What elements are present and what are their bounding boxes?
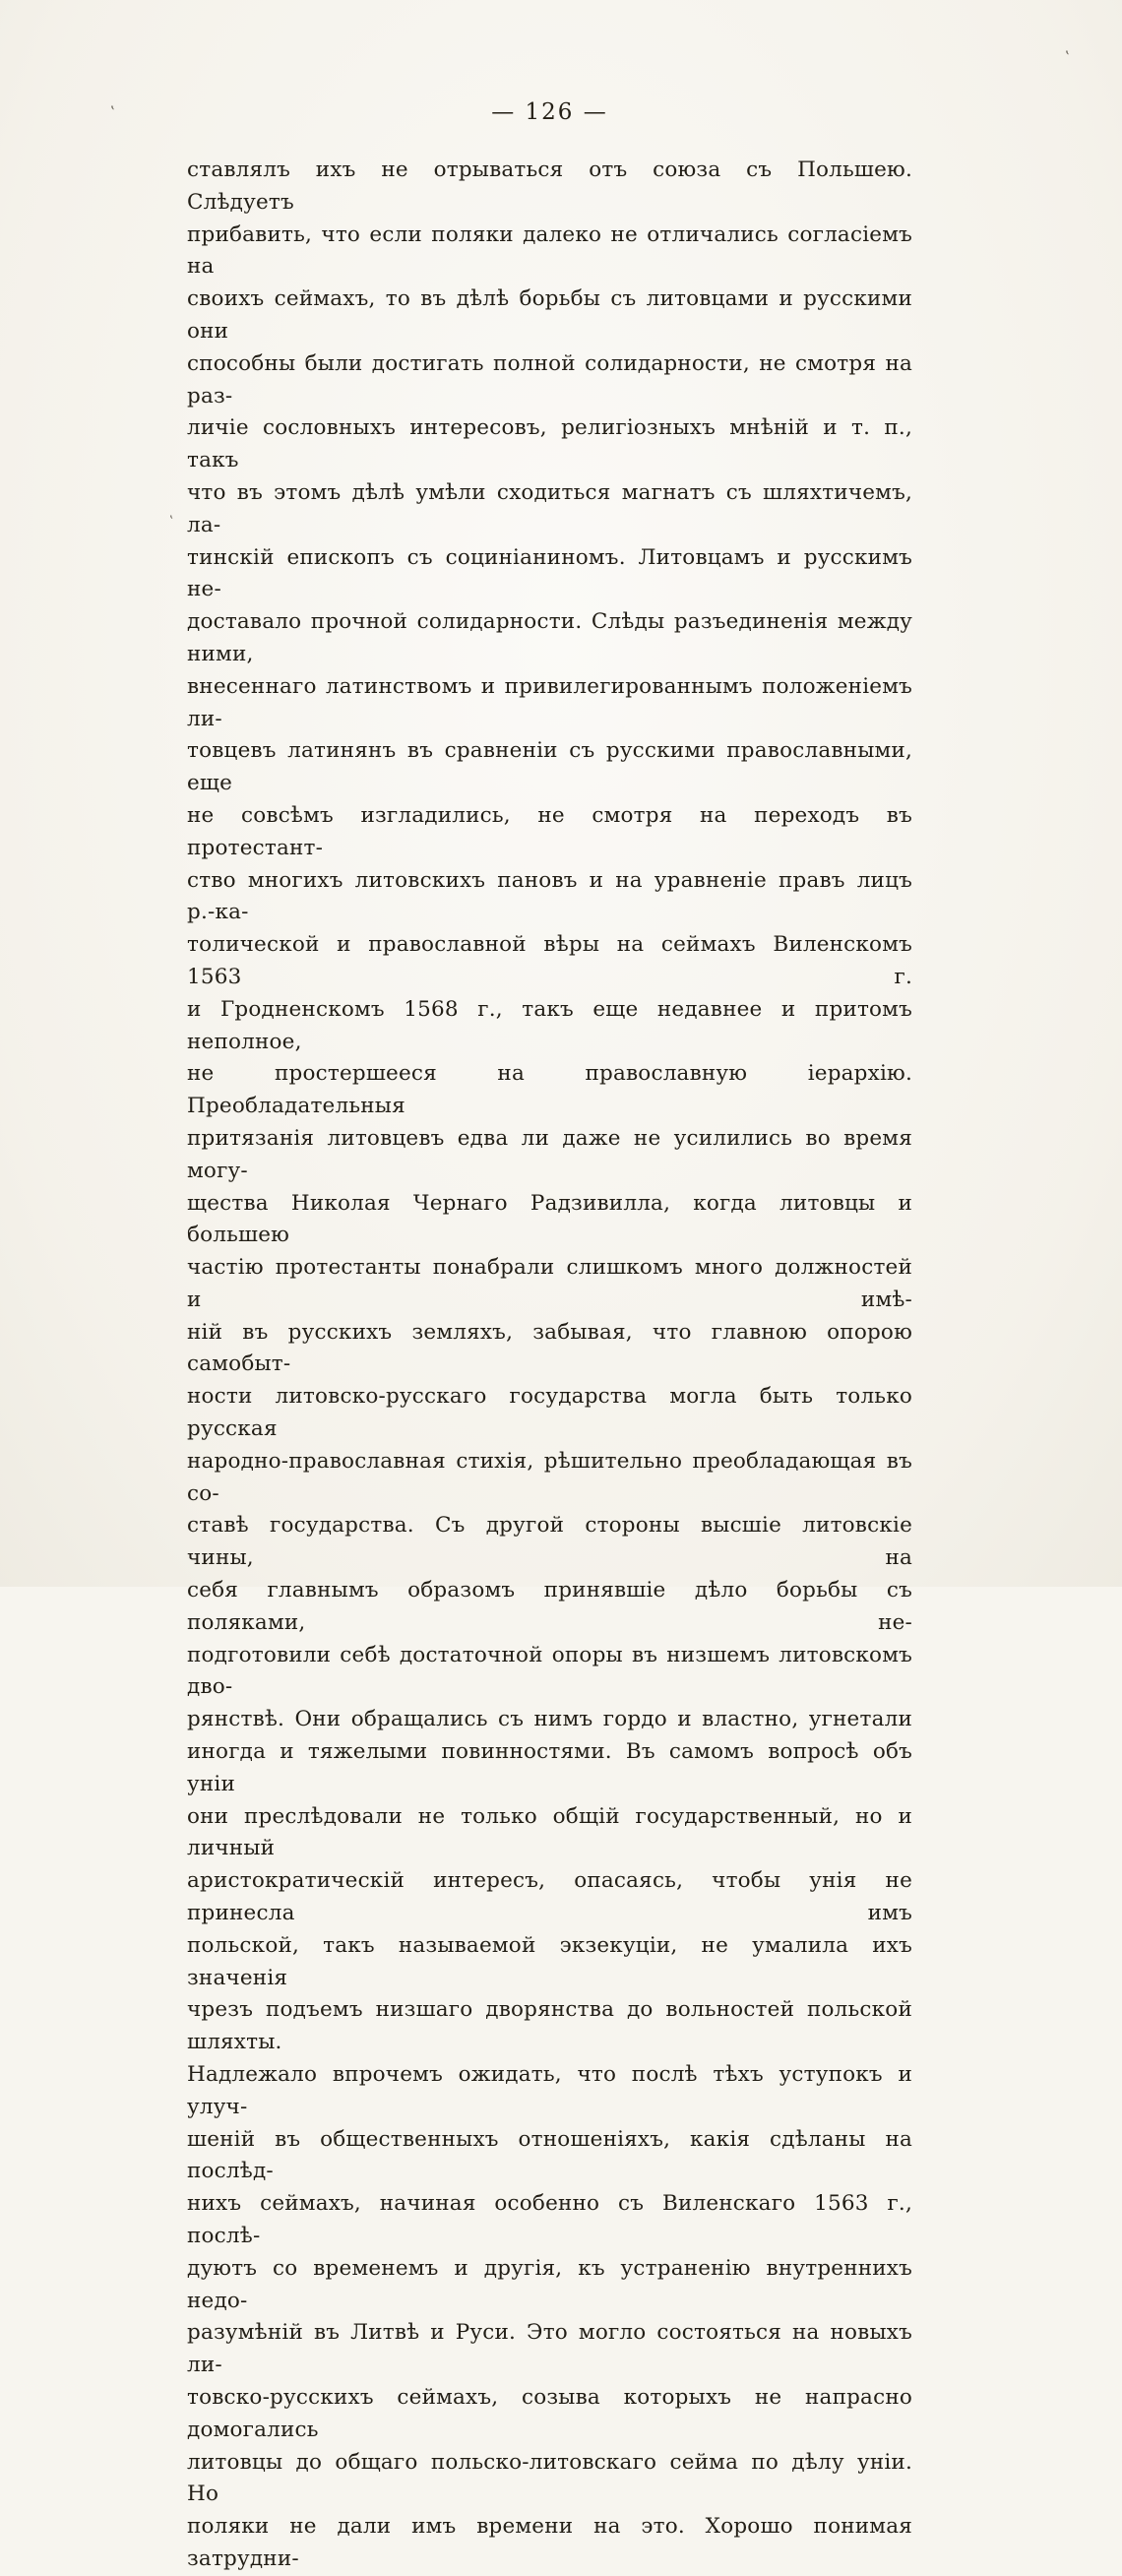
text-line: ставѣ государства. Съ другой стороны высшіе литовскіе чины, на	[187, 1513, 912, 1571]
text-line: товско-русскихъ сеймахъ, созыва которыхъ не напрасно домогались	[187, 2384, 912, 2442]
text-line: ство многихъ литовскихъ пановъ и на уравненіе правъ лицъ р.-ка-	[187, 867, 912, 925]
text-line: ставлялъ ихъ не отрываться отъ союза съ Польшею. Слѣдуетъ	[187, 157, 912, 215]
text-line: и Гродненскомъ 1568 г., такъ еще недавнее и притомъ неполное,	[187, 996, 912, 1054]
text-line: иногда и тяжелыми повинностями. Въ самомъ вопросѣ объ уніи	[187, 1739, 912, 1796]
text-line: щества Николая Чернаго Радзивилла, когда литовцы и большею	[187, 1190, 912, 1248]
text-line: внесеннаго латинствомъ и привилегированнымъ положеніемъ ли-	[187, 673, 912, 731]
text-line: ности литовско-русскаго государства могла быть только русская	[187, 1384, 912, 1442]
text-line: подготовили себѣ достаточной опоры въ низшемъ литовскомъ дво-	[187, 1642, 912, 1700]
scan-artifact: ‛	[1065, 47, 1071, 66]
text-line: Надлежало впрочемъ ожидать, что послѣ тѣхъ уступокъ и улуч-	[187, 2062, 912, 2119]
body-text	[187, 155, 912, 2576]
text-line: не совсѣмъ изгладились, не смотря на переходъ въ протестант-	[187, 802, 912, 860]
text-line: аристократическій интересъ, опасаясь, чтобы унія не принесла имъ	[187, 1868, 912, 1926]
text-line: не простершееся на православную іерархію. Преобладательныя	[187, 1061, 912, 1119]
text-line: чрезъ подъемъ низшаго дворянства до вольностей польской шляхты.	[187, 1997, 912, 2055]
text-line: ній въ русскихъ земляхъ, забывая, что главною опорою самобыт-	[187, 1319, 912, 1377]
text-line: личіе сословныхъ интересовъ, религіозныхъ мнѣній и т. п., такъ	[187, 415, 912, 473]
text-line: дуютъ со временемъ и другія, къ устраненію внутреннихъ недо-	[187, 2255, 912, 2313]
text-line: тинскій епископъ съ социніаниномъ. Литовцамъ и русскимъ не-	[187, 544, 912, 602]
text-line: разумѣній въ Литвѣ и Руси. Это могло состояться на новыхъ ли-	[187, 2320, 912, 2378]
text-line: литовцы до общаго польско-литовскаго сейма по дѣлу уніи. Но	[187, 2449, 912, 2507]
text-line: способны были достигать полной солидарности, не смотря на раз-	[187, 350, 912, 408]
text-line: частію протестанты понабрали слишкомъ много должностей и имѣ-	[187, 1255, 912, 1312]
text-line: нихъ сеймахъ, начиная особенно съ Виленскаго 1563 г., послѣ-	[187, 2191, 912, 2248]
text-line: что въ этомъ дѣлѣ умѣли сходиться магнатъ съ шляхтичемъ, ла-	[187, 479, 912, 537]
text-line: они преслѣдовали не только общій государственный, но и личный	[187, 1803, 912, 1861]
text-line: себя главнымъ образомъ принявшіе дѣло борьбы съ поляками, не-	[187, 1578, 912, 1635]
text-line: прибавить, что если поляки далеко не отличались согласіемъ на	[187, 221, 912, 280]
scan-artifact: ‛	[110, 102, 116, 121]
scan-artifact: ‛	[169, 514, 174, 530]
text-line: рянствѣ. Они обращались съ нимъ гордо и властно, угнетали	[187, 1707, 912, 1732]
text-line: своихъ сеймахъ, то въ дѣлѣ борьбы съ литовцами и русскими они	[187, 286, 912, 344]
text-line: товцевъ латинянъ въ сравненіи съ русскими православными, еще	[187, 738, 912, 796]
text-line: толической и православной вѣры на сеймахъ Виленскомъ 1563 г.	[187, 932, 912, 989]
text-line: доставало прочной солидарности. Слѣды разъединенія между ними,	[187, 609, 912, 666]
text-line: поляки не дали имъ времени на это. Хорошо понимая затрудни-	[187, 2514, 912, 2571]
text-line: народно-православная стихія, рѣшительно преобладающая въ со-	[187, 1448, 912, 1506]
text-line: польской, такъ называемой экзекуціи, не умалила ихъ значенія	[187, 1932, 912, 1990]
page-number: — 126 —	[491, 99, 608, 125]
text-line: притязанія литовцевъ едва ли даже не усилились во время могу-	[187, 1125, 912, 1183]
text-line: шеній въ общественныхъ отношеніяхъ, какія сдѣланы на послѣд-	[187, 2126, 912, 2184]
